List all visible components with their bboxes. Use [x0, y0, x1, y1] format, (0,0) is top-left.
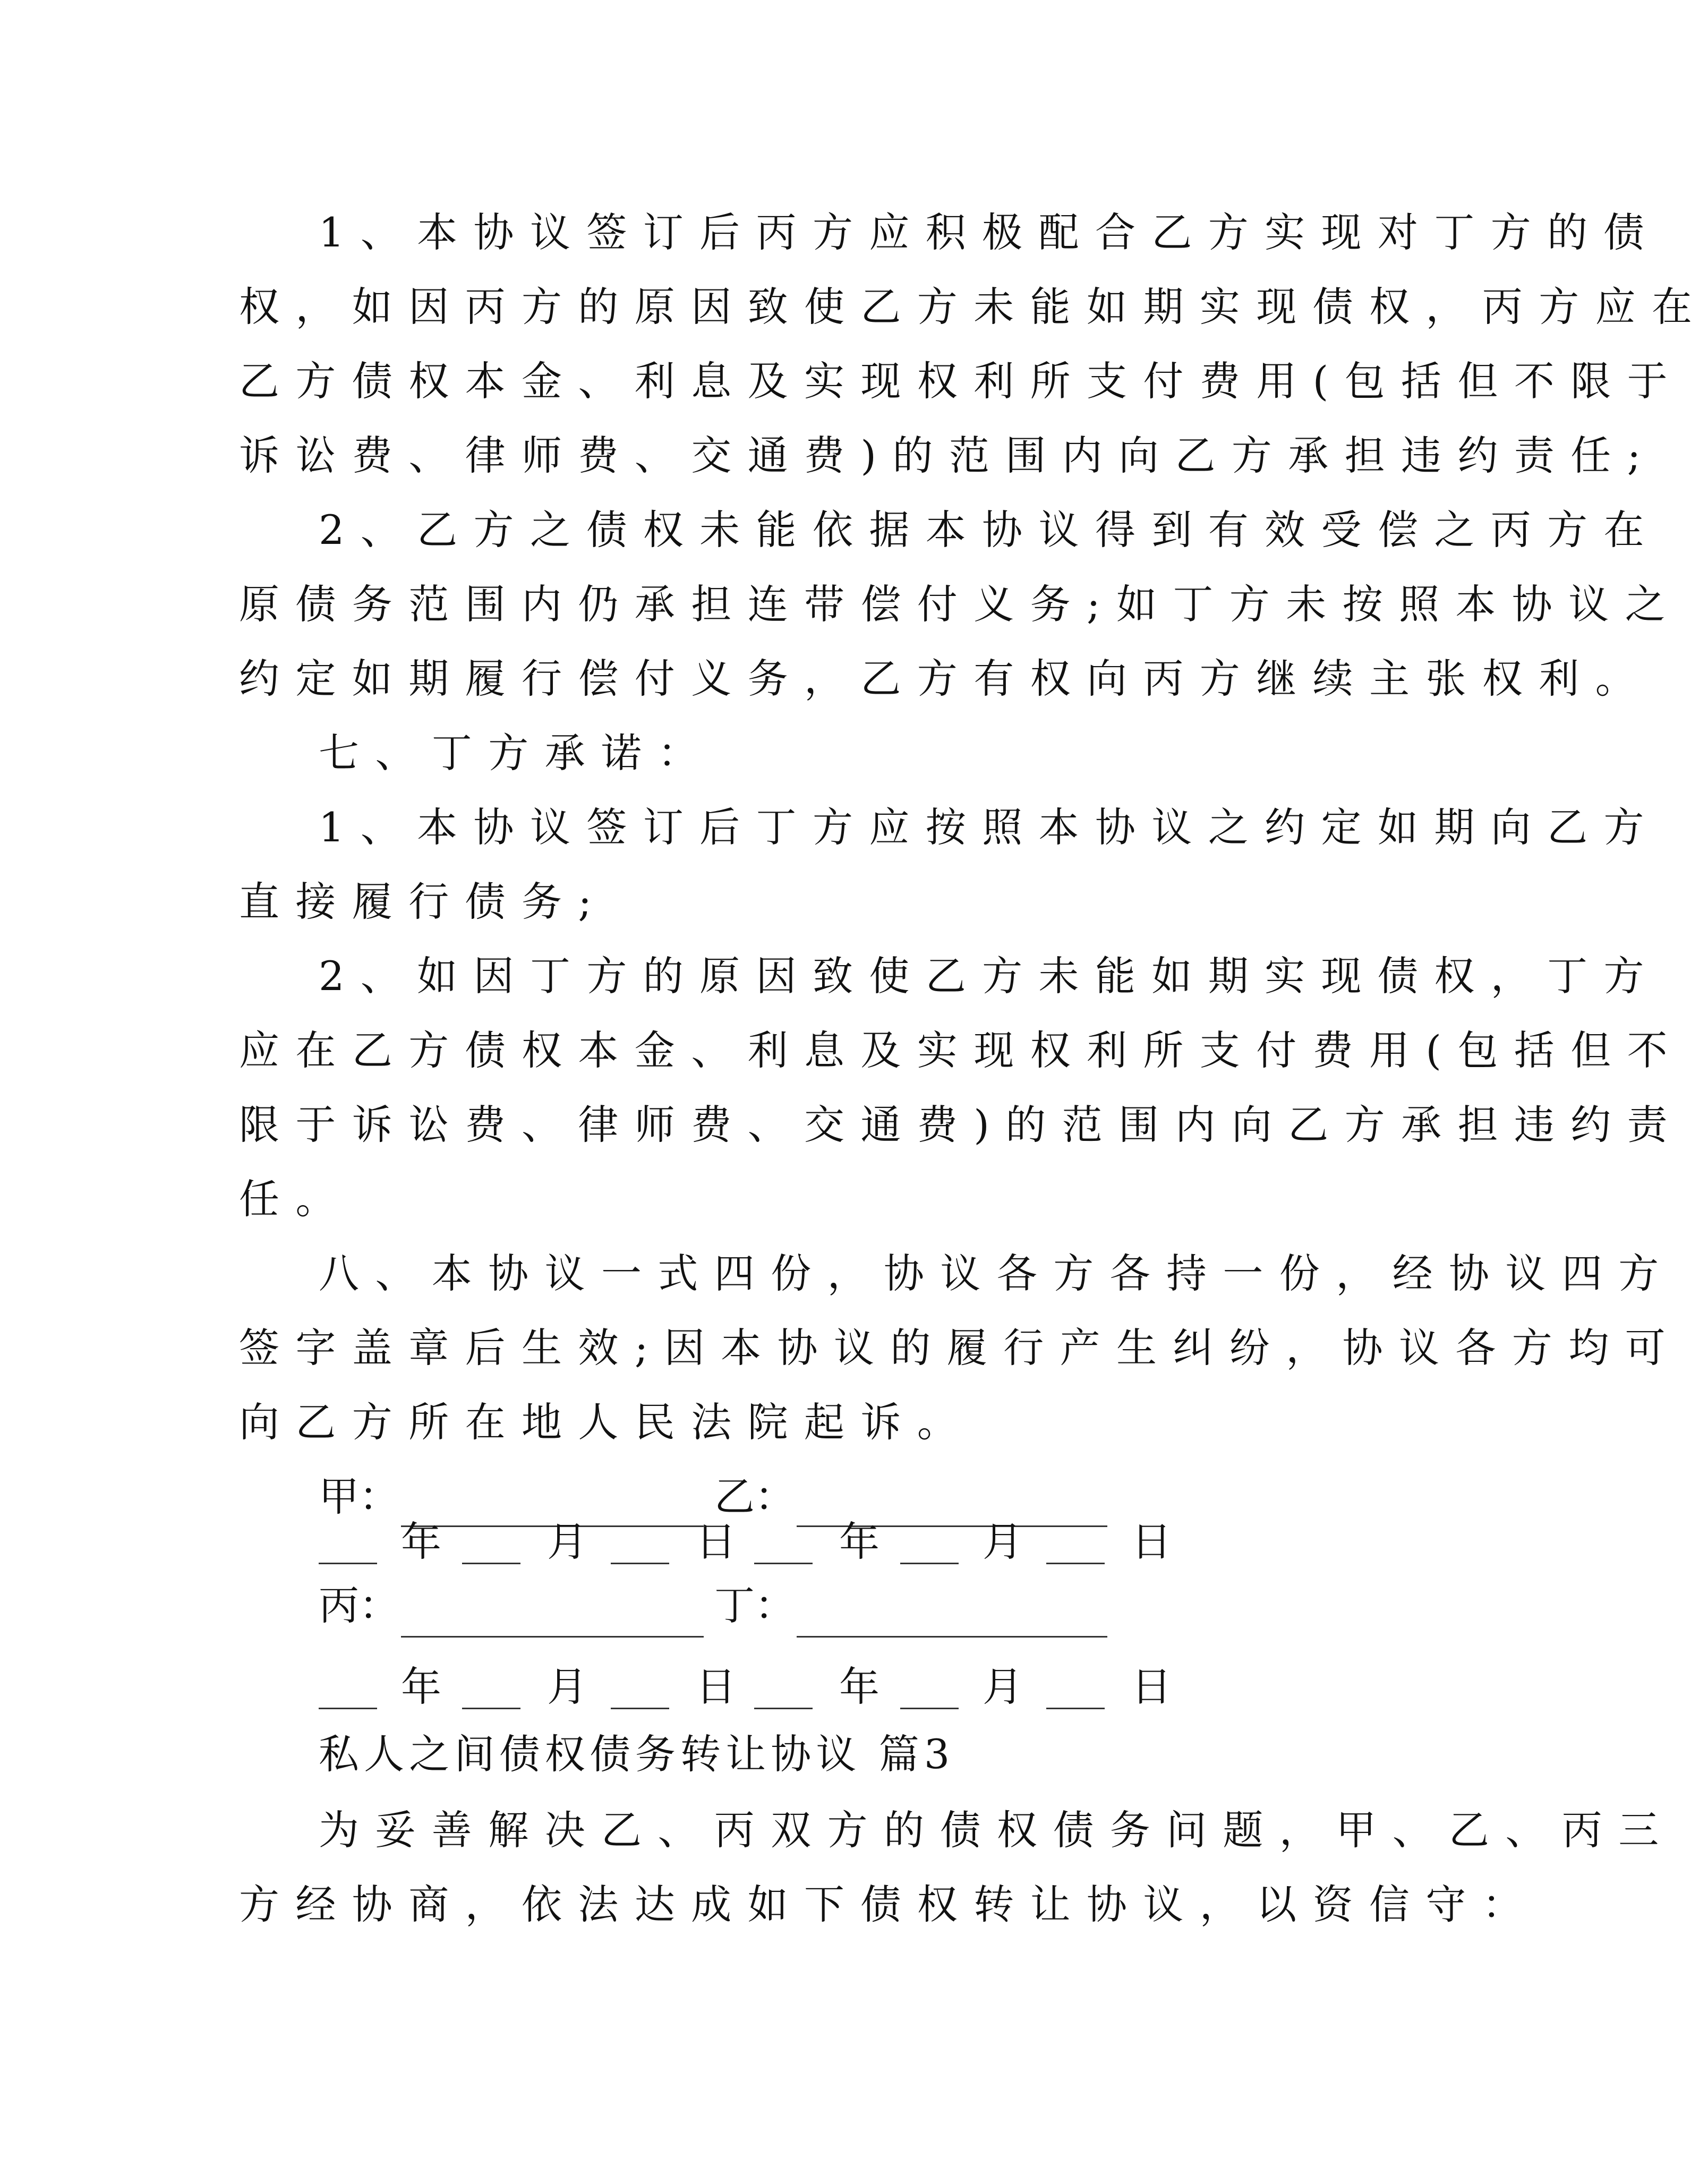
date-blank [319, 1708, 377, 1709]
paragraph-1-line-1: 1、本协议签订后丙方应积极配合乙方实现对丁方的债 [319, 209, 1660, 256]
paragraph-4-line-2: 直接履行债务; [239, 878, 608, 925]
day-label: 日 [1131, 1518, 1172, 1565]
paragraph-6-line-1: 八、本协议一式四份，协议各方各持一份，经协议四方 [319, 1250, 1675, 1297]
section-title: 私人之间债权债务转让协议 篇3 [319, 1730, 955, 1778]
paragraph-2-line-1: 2、乙方之债权未能依据本协议得到有效受偿之丙方在 [319, 506, 1660, 553]
day-label: 日 [696, 1518, 736, 1565]
party-a-label: 甲： [319, 1473, 399, 1520]
year-label: 年 [401, 1663, 441, 1710]
date-blank [611, 1563, 669, 1564]
day-label: 日 [1131, 1663, 1172, 1710]
month-label: 月 [983, 1518, 1023, 1565]
year-label: 年 [839, 1663, 879, 1710]
date-blank [1046, 1563, 1105, 1564]
day-label: 日 [696, 1663, 736, 1710]
party-d-label: 丁： [714, 1582, 795, 1629]
date-blank [754, 1708, 813, 1709]
date-blank [900, 1563, 959, 1564]
paragraph-6-line-3: 向乙方所在地人民法院起诉。 [239, 1399, 974, 1446]
paragraph-2-line-2: 原债务范围内仍承担连带偿付义务;如丁方未按照本协议之 [239, 581, 1682, 628]
closing-paragraph-line-2: 方经协商，依法达成如下债权转让协议，以资信守： [239, 1881, 1539, 1928]
paragraph-5-line-1: 2、如因丁方的原因致使乙方未能如期实现债权，丁方 [319, 952, 1660, 1000]
month-label: 月 [983, 1663, 1023, 1710]
month-label: 月 [547, 1663, 587, 1710]
paragraph-4-line-1: 1、本协议签订后丁方应按照本协议之约定如期向乙方 [319, 804, 1660, 851]
date-blank [754, 1563, 813, 1564]
date-blank [319, 1563, 377, 1564]
year-label: 年 [401, 1518, 441, 1565]
month-label: 月 [547, 1518, 587, 1565]
party-c-label: 丙： [319, 1582, 399, 1629]
paragraph-1-line-4: 诉讼费、律师费、交通费)的范围内向乙方承担违约责任; [239, 432, 1657, 479]
date-blank [1046, 1708, 1105, 1709]
closing-paragraph-line-1: 为妥善解决乙、丙双方的债权债务问题，甲、乙、丙三 [319, 1806, 1675, 1854]
paragraph-5-line-4: 任。 [239, 1175, 352, 1223]
paragraph-5-line-3: 限于诉讼费、律师费、交通费)的范围内向乙方承担违约责 [239, 1101, 1684, 1148]
paragraph-2-line-3: 约定如期履行偿付义务，乙方有权向丙方继续主张权利。 [239, 655, 1652, 702]
paragraph-6-line-2: 签字盖章后生效;因本协议的履行产生纠纷，协议各方均可 [239, 1324, 1682, 1371]
party-d-signature-blank [797, 1636, 1107, 1638]
party-c-signature-blank [401, 1636, 704, 1638]
date-blank [462, 1708, 520, 1709]
year-label: 年 [839, 1518, 879, 1565]
party-b-label: 乙： [714, 1473, 795, 1520]
date-blank [900, 1708, 959, 1709]
paragraph-5-line-2: 应在乙方债权本金、利息及实现权利所支付费用(包括但不 [239, 1027, 1684, 1074]
date-blank [611, 1708, 669, 1709]
paragraph-1-line-3: 乙方债权本金、利息及实现权利所支付费用(包括但不限于 [239, 357, 1684, 405]
section-heading-7: 七、丁方承诺： [319, 729, 714, 777]
paragraph-1-line-2: 权，如因丙方的原因致使乙方未能如期实现债权，丙方应在 [239, 283, 1708, 330]
date-blank [462, 1563, 520, 1564]
